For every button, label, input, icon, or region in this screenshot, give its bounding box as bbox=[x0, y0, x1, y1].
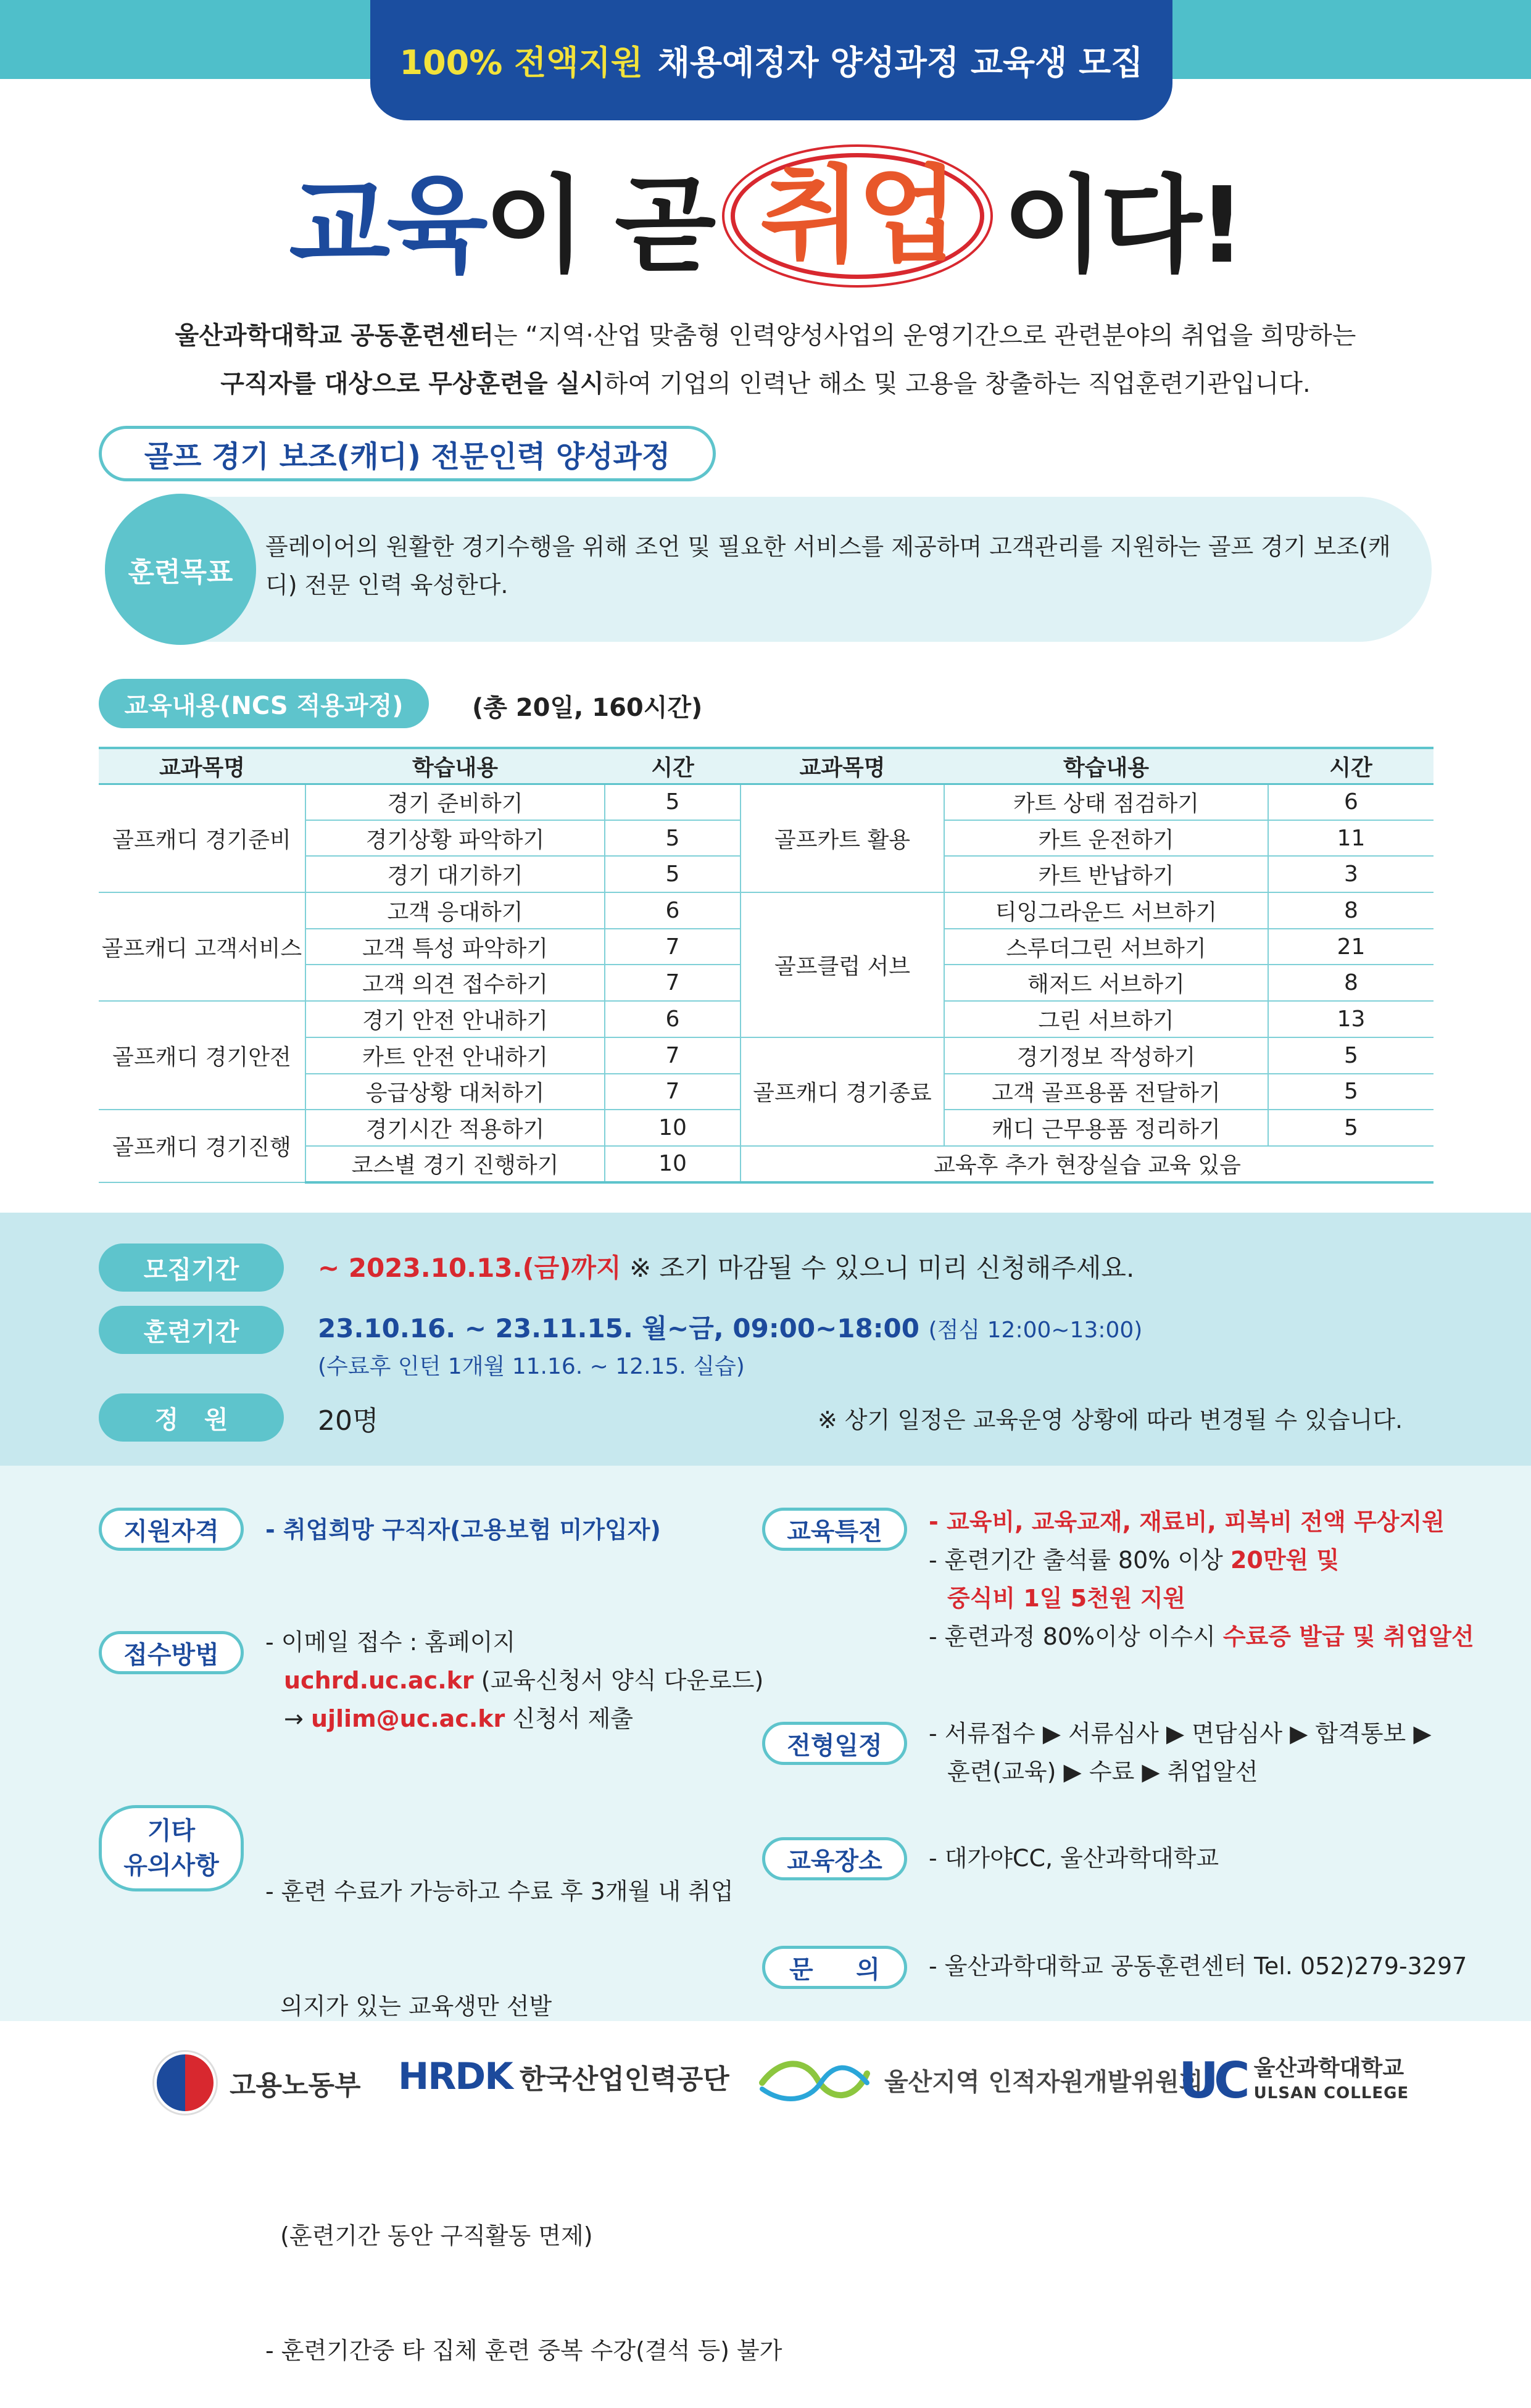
goal-label: 훈련목표 bbox=[105, 494, 256, 645]
hours-cell: 5 bbox=[605, 856, 741, 892]
table-header-row bbox=[99, 748, 1433, 784]
content-cell: 고객 응대하기 bbox=[305, 892, 605, 929]
content-cell: 경기 안전 안내하기 bbox=[305, 1001, 605, 1037]
content-cell: 카트 운전하기 bbox=[944, 820, 1268, 857]
hours-cell: 21 bbox=[1268, 929, 1433, 965]
table-row bbox=[99, 784, 1433, 820]
headline-part1: 교육 bbox=[289, 164, 484, 287]
other-label bbox=[99, 1805, 244, 1891]
process-line1: - 서류접수 ▶ 서류심사 ▶ 면담심사 ▶ 합격통보 ▶ bbox=[929, 1720, 1432, 1747]
hrdk-name: 한국산업인력공단 bbox=[519, 2064, 729, 2095]
content-cell: 경기 대기하기 bbox=[305, 856, 605, 892]
taegeuk-icon bbox=[154, 2052, 216, 2114]
content-cell: 고객 특성 파악하기 bbox=[305, 929, 605, 965]
process-text bbox=[929, 1714, 1459, 1791]
benefit-line4a: - 훈련과정 80%이상 이수시 bbox=[929, 1623, 1216, 1650]
headline-circled: 취업 bbox=[731, 153, 984, 279]
moel-logo bbox=[154, 2052, 361, 2114]
hours-cell: 5 bbox=[1268, 1110, 1433, 1146]
table-header: 교과목명 bbox=[741, 748, 944, 784]
hours-cell: 13 bbox=[1268, 1001, 1433, 1037]
hrdk-logo bbox=[398, 2055, 729, 2098]
hours-cell: 10 bbox=[605, 1146, 741, 1182]
process-label: 전형일정 bbox=[762, 1722, 907, 1765]
hours-cell: 10 bbox=[605, 1110, 741, 1146]
benefit-text bbox=[929, 1503, 1484, 1656]
recruit-value bbox=[318, 1248, 1134, 1285]
moel-name: 고용노동부 bbox=[230, 2070, 361, 2101]
hours-cell: 7 bbox=[605, 929, 741, 965]
course-title: 골프 경기 보조(캐디) 전문인력 양성과정 bbox=[99, 426, 716, 481]
benefit-line3: 중식비 1일 5천원 지원 bbox=[947, 1585, 1186, 1612]
train-lunch: (점심 12:00~13:00) bbox=[928, 1318, 1143, 1343]
wave-icon bbox=[756, 2055, 873, 2104]
hours-cell: 6 bbox=[1268, 784, 1433, 820]
intro-bold1: 울산과학대학교 공동훈련센터 bbox=[175, 322, 494, 350]
benefit-line2a: - 훈련기간 출석률 80% 이상 bbox=[929, 1547, 1223, 1574]
intro-rest2: 하여 기업의 인력난 해소 및 고용을 창출하는 직업훈련기관입니다. bbox=[604, 370, 1311, 398]
uc-logo bbox=[1179, 2052, 1409, 2109]
process-line2: 훈련(교육) ▶ 수료 ▶ 취업알선 bbox=[947, 1758, 1258, 1785]
hours-cell: 5 bbox=[1268, 1037, 1433, 1074]
hours-cell: 5 bbox=[605, 784, 741, 820]
other-line: 의지가 있는 교육생만 선발 bbox=[265, 1993, 552, 2020]
content-cell: 경기정보 작성하기 bbox=[944, 1037, 1268, 1074]
uc-korean: 울산과학대학교 bbox=[1253, 2055, 1404, 2081]
top-banner bbox=[370, 0, 1172, 120]
hours-cell: 6 bbox=[605, 1001, 741, 1037]
content-cell: 티잉그라운드 서브하기 bbox=[944, 892, 1268, 929]
table-header: 시간 bbox=[1268, 748, 1433, 784]
other-label-line1: 기타 bbox=[147, 1817, 196, 1845]
contact-text: - 울산과학대학교 공동훈련센터 Tel. 052)279-3297 bbox=[929, 1953, 1467, 1980]
hours-cell: 8 bbox=[1268, 965, 1433, 1001]
other-line: - 훈련 수료가 가능하고 수료 후 3개월 내 취업 bbox=[265, 1878, 734, 1905]
table-footnote: 교육후 추가 현장실습 교육 있음 bbox=[741, 1146, 1433, 1182]
uc-english: ULSAN COLLEGE bbox=[1253, 2083, 1409, 2103]
table-header: 학습내용 bbox=[305, 748, 605, 784]
capacity-label: 정 원 bbox=[99, 1393, 284, 1442]
hours-cell: 7 bbox=[605, 1074, 741, 1110]
hours-cell: 11 bbox=[1268, 820, 1433, 857]
eligibility-text bbox=[265, 1511, 661, 1549]
apply-text bbox=[265, 1623, 763, 1738]
intro-text bbox=[123, 312, 1408, 408]
apply-email[interactable]: ujlim@uc.ac.kr bbox=[310, 1705, 505, 1732]
content-cell: 고객 골프용품 전달하기 bbox=[944, 1074, 1268, 1110]
content-cell: 그린 서브하기 bbox=[944, 1001, 1268, 1037]
apply-email-note: 신청서 제출 bbox=[512, 1705, 634, 1732]
apply-url-note: (교육신청서 양식 다운로드) bbox=[481, 1667, 764, 1694]
intro-bold2: 구직자를 대상으로 무상훈련을 실시 bbox=[220, 370, 604, 398]
benefit-line1: - 교육비, 교육교재, 재료비, 피복비 전액 무상지원 bbox=[929, 1508, 1445, 1535]
headline-part2: 이 곧 bbox=[484, 164, 713, 287]
recruit-note: ※ 조기 마감될 수 있으니 미리 신청해주세요. bbox=[629, 1253, 1135, 1283]
subject-cell: 골프클럽 서브 bbox=[741, 892, 944, 1037]
banner-highlight: 100% 전액지원 bbox=[399, 43, 643, 82]
hours-cell: 7 bbox=[605, 965, 741, 1001]
uc-mark: UC bbox=[1179, 2052, 1245, 2109]
apply-line1: - 이메일 접수 : 홈페이지 bbox=[265, 1629, 516, 1656]
hours-cell: 6 bbox=[605, 892, 741, 929]
hours-cell: 8 bbox=[1268, 892, 1433, 929]
content-cell: 고객 의견 접수하기 bbox=[305, 965, 605, 1001]
curriculum-table bbox=[99, 747, 1433, 1184]
subject-cell: 골프캐디 경기준비 bbox=[99, 784, 305, 892]
subject-cell: 골프캐디 경기안전 bbox=[99, 1001, 305, 1110]
banner-text: 채용예정자 양성과정 교육생 모집 bbox=[657, 43, 1143, 82]
train-value bbox=[318, 1308, 1142, 1345]
train-label: 훈련기간 bbox=[99, 1306, 284, 1354]
arrow-icon: → bbox=[284, 1705, 304, 1732]
content-cell: 캐디 근무용품 정리하기 bbox=[944, 1110, 1268, 1146]
content-cell: 경기상황 파악하기 bbox=[305, 820, 605, 857]
schedule-note: ※ 상기 일정은 교육운영 상황에 따라 변경될 수 있습니다. bbox=[818, 1406, 1403, 1434]
subject-cell: 골프카트 활용 bbox=[741, 784, 944, 892]
content-label: 교육내용(NCS 적용과정) bbox=[99, 679, 429, 728]
hours-cell: 3 bbox=[1268, 856, 1433, 892]
content-cell: 해저드 서브하기 bbox=[944, 965, 1268, 1001]
place-label: 교육장소 bbox=[762, 1837, 907, 1880]
hrdk-mark: HRDK bbox=[398, 2055, 512, 2098]
table-row bbox=[99, 892, 1433, 929]
content-cell: 경기 준비하기 bbox=[305, 784, 605, 820]
ulsan-council-name: 울산지역 인적자원개발위원회 bbox=[884, 2067, 1203, 2096]
content-cell: 카트 반납하기 bbox=[944, 856, 1268, 892]
benefit-line2b: 20만원 및 bbox=[1230, 1547, 1340, 1574]
content-cell: 응급상황 대처하기 bbox=[305, 1074, 605, 1110]
content-total: (총 20일, 160시간) bbox=[472, 694, 703, 722]
other-line: - 훈련기간중 타 집체 훈련 중복 수강(결석 등) 불가 bbox=[265, 2337, 782, 2364]
train-dates: 23.10.16. ~ 23.11.15. 월~금, 09:00~18:00 bbox=[318, 1313, 919, 1343]
headline-part3: 이다! bbox=[1002, 164, 1242, 287]
hours-cell: 5 bbox=[605, 820, 741, 857]
hours-cell: 5 bbox=[1268, 1074, 1433, 1110]
content-cell: 코스별 경기 진행하기 bbox=[305, 1146, 605, 1182]
content-cell: 카트 상태 점검하기 bbox=[944, 784, 1268, 820]
content-cell: 스루더그린 서브하기 bbox=[944, 929, 1268, 965]
subject-cell: 골프캐디 고객서비스 bbox=[99, 892, 305, 1001]
other-label-line2: 유의사항 bbox=[123, 1851, 219, 1880]
intro-rest1: 는 “지역·산업 맞춤형 인력양성사업의 운영기간으로 관련분야의 취업을 희망하는 bbox=[493, 322, 1356, 350]
eligibility-value: - 취업희망 구직자(고용보험 미가입자) bbox=[265, 1516, 661, 1543]
goal-text: 플레이어의 원활한 경기수행을 위해 조언 및 필요한 서비스를 제공하며 고객관리를 지원하는 골프 경기 보조(캐디) 전문 인력 육성한다. bbox=[265, 533, 1391, 599]
eligibility-label: 지원자격 bbox=[99, 1508, 244, 1551]
benefit-line4b: 수료증 발급 및 취업알선 bbox=[1222, 1623, 1474, 1650]
content-cell: 경기시간 적용하기 bbox=[305, 1110, 605, 1146]
table-header: 시간 bbox=[605, 748, 741, 784]
subject-cell: 골프캐디 경기종료 bbox=[741, 1037, 944, 1146]
place-text: - 대가야CC, 울산과학대학교 bbox=[929, 1845, 1219, 1872]
contact-label: 문 의 bbox=[762, 1946, 907, 1989]
train-sub: (수료후 인턴 1개월 11.16. ~ 12.15. 실습) bbox=[318, 1354, 745, 1379]
recruit-label: 모집기간 bbox=[99, 1243, 284, 1292]
ulsan-council-logo bbox=[756, 2055, 1203, 2104]
recruit-date: ~ 2023.10.13.(금)까지 bbox=[318, 1253, 621, 1283]
benefit-label: 교육특전 bbox=[762, 1508, 907, 1551]
apply-url[interactable]: uchrd.uc.ac.kr bbox=[284, 1667, 474, 1694]
subject-cell: 골프캐디 경기진행 bbox=[99, 1110, 305, 1182]
content-cell: 카트 안전 안내하기 bbox=[305, 1037, 605, 1074]
hours-cell: 7 bbox=[605, 1037, 741, 1074]
capacity-value: 20명 bbox=[318, 1405, 379, 1437]
apply-label: 접수방법 bbox=[99, 1631, 244, 1674]
table-header: 학습내용 bbox=[944, 748, 1268, 784]
headline bbox=[0, 154, 1531, 287]
table-header: 교과목명 bbox=[99, 748, 305, 784]
other-line: (훈련기간 동안 구직활동 면제) bbox=[265, 2222, 593, 2249]
